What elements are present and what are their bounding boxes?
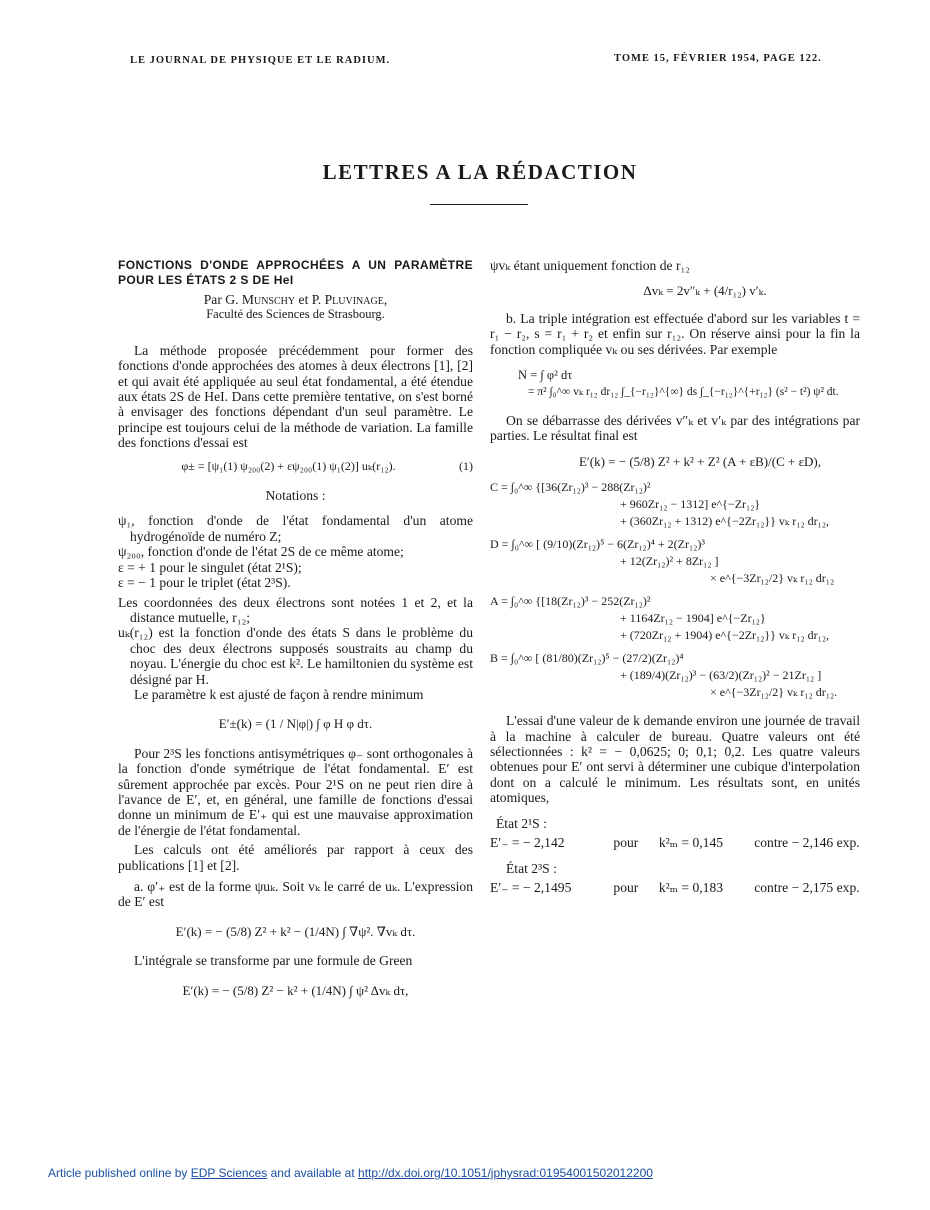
running-header-issue: TOME 15, FÉVRIER 1954, PAGE 122. [614,53,822,64]
doi-link[interactable]: http://dx.doi.org/10.1051/jphysrad:01954001502012200 [358,1166,653,1180]
article-title: FONCTIONS D'ONDE APPROCHÉES A UN PARAMÈTRE POUR LES ÉTATS 2 S DE HeI [118,258,473,287]
running-header-journal: LE JOURNAL DE PHYSIQUE ET LE RADIUM. [130,55,391,66]
equation-energy: E′(k) = − (5/8) Z² + k² + Z² (A + εB)/(C + εD), [578,453,822,469]
paragraph: Pour 2³S les fonctions antisymétriques φ₋ sont orthogonales à la fonction d'onde symétrique de l'état fondamental. E′ est sûrement approchée par excès. Pour 2¹S on ne peut rien dire à l'avance de E′, et, en général, une famille de fonctions d'essai donne un minimum de E′₊ qui est une mauvaise approximation de l'énergie de l'état fondamental. [118,745,473,838]
equation-A: A = ∫₀^∞ {[18(Zr₁₂)³ − 252(Zr₁₂)² + 1164Zr₁₂ − 1904] e^{−Zr₁₂} + (720Zr₁₂ + 1904) e^{−2Zr₁₂}} vₖ r₁₂ dr₁₂, [490,594,830,643]
author-1: Munschy [241,292,296,307]
paragraph: Le paramètre k est ajusté de façon à rendre minimum [134,686,424,702]
section-title: LETTRES A LA RÉDACTION [322,160,638,184]
state-heading-singlet: État 2¹S : [496,815,547,831]
paragraph: b. La triple intégration est effectuée d'abord sur les variables t = r₁ − r₂, s = r₁ + r₂ et enfin sur r₁₂. On réserve ainsi pour la fin la fonction compliquée vₖ ou ses dérivées. Par exemple [490,310,860,357]
notation-item: ε = + 1 pour le singulet (état 2¹S); [118,559,302,575]
right-column [490,258,860,895]
equation-D: D = ∫₀^∞ [ (9/10)(Zr₁₂)⁵ − 6(Zr₁₂)⁴ + 2(Zr₁₂)³ + 12(Zr₁₂)² + 8Zr₁₂ ] × e^{−3Zr₁₂/2} vₖ r₁₂ dr₁₂ [490,537,835,586]
paragraph: On se débarrasse des dérivées v″ₖ et v′ₖ par des intégrations par parties. Le résultat final est [490,413,860,444]
notation-item: ψ₁, fonction d'onde de l'état fondamental d'un atome hydrogénoïde de numéro Z; [118,513,473,544]
title-divider [430,204,528,205]
result-row-triplet: E′₋ = − 2,1495 pour k²ₘ = 0,183 contre − 2,175 exp. [490,879,860,895]
paragraph: L'essai d'une valeur de k demande environ une journée de travail à la machine à calculer de bureau. Quatre valeurs ont été sélectionnées : k² = − 0,0625; 0; 0,1; 0,2. Les quatre valeurs obtenues pour E′ ont servi à déterminer une cubique d'interpolation dont on a calculé le minimum. Les résultats sont, en unités atomiques, [490,713,860,806]
equation-2: E′±(k) = (1 / N|φ|) ∫ φ H φ dτ. [218,716,373,732]
publisher-link[interactable]: EDP Sciences [190,1166,268,1180]
equation-B: B = ∫₀^∞ [ (81/80)(Zr₁₂)⁵ − (27/2)(Zr₁₂)⁴ + (189/4)(Zr₁₂)³ − (63/2)(Zr₁₂)² − 21Zr₁₂ ] × e^{−3Zr₁₂/2} vₖ r₁₂ dr₁₂. [490,651,838,700]
paragraph: L'intégrale se transforme par une formule de Green [134,953,413,969]
equation-normalization: N = ∫ φ² dτ = π² ∫₀^∞ vₖ r₁₂ dr₁₂ ∫_{−r₁₂}^{∞} ds ∫_{−r₁₂}^{+r₁₂} (s² − t²) ψ² dt. [518,368,839,399]
equation-laplacian: Δvₖ = 2v″ₖ + (4/r₁₂) v′ₖ. [643,283,767,299]
equation-4: E′(k) = − (5/8) Z² − k² + (1/4N) ∫ ψ² Δvₖ dτ, [182,982,409,998]
notation-item: Les coordonnées des deux électrons sont notées 1 et 2, et la distance mutuelle, r₁₂; [118,594,473,625]
notation-item: ε = − 1 pour le triplet (état 2³S). [118,575,291,591]
publication-footer: Article published online by EDP Sciences and available at http://dx.doi.org/10.1051/jphysrad:01954001502012200 [48,1166,653,1180]
equation-3: E′(k) = − (5/8) Z² + k² − (1/4N) ∫ ∇ψ². ∇vₖ dτ. [175,923,416,939]
notations-heading: Notations : [265,488,326,504]
affiliation: Faculté des Sciences de Strasbourg. [206,307,385,322]
result-row-singlet: E′₋ = − 2,142 pour k²ₘ = 0,145 contre − 2,146 exp. [490,835,860,851]
equation-C: C = ∫₀^∞ {[36(Zr₁₂)³ − 288(Zr₁₂)² + 960Zr₁₂ − 1312] e^{−Zr₁₂} + (360Zr₁₂ + 1312) e^{−2Zr₁₂}} vₖ r₁₂ dr₁₂, [490,480,830,529]
paragraph: ψvₖ étant uniquement fonction de r₁₂ [490,258,690,273]
paragraph: a. φ′₊ est de la forme ψuₖ. Soit vₖ le carré de uₖ. L'expression de E′ est [118,879,473,910]
state-heading-triplet: État 2³S : [506,860,557,876]
equation-number: (1) [459,458,473,473]
left-column [118,258,473,1012]
notation-item: uₖ(r₁₂) est la fonction d'onde des états S dans le problème du choc des deux électrons supposés soustraits au champ du noyau. L'énergie du choc est k². Le hamiltonien du système est désigné par H. [118,625,473,687]
article-authors: Par G. Munschy et P. Pluvinage, [203,292,388,307]
equation-1: φ± = [ψ₁(1) ψ₂₀₀(2) + εψ₂₀₀(1) ψ₁(2)] uₖ(r₁₂). (1) [181,458,473,473]
notation-item: ψ₂₀₀, fonction d'onde de l'état 2S de ce même atome; [118,544,404,560]
paragraph: Les calculs ont été améliorés par rapport à ceux des publications [1] et [2]. [118,842,473,873]
author-2: Pluvinage, [324,292,388,307]
paragraph: La méthode proposée précédemment pour former des fonctions d'onde approchées des atomes à deux électrons [1], [2] et qui avait été appliquée au seul état fondamental, a été étendue aux états 2S de HeI. Dans cette première tentative, on s'est borné à envisager des fonctions dépendant d'un seul paramètre. Le principe est toujours celui de la méthode de variation. La famille des fonctions d'essai est [118,342,473,451]
